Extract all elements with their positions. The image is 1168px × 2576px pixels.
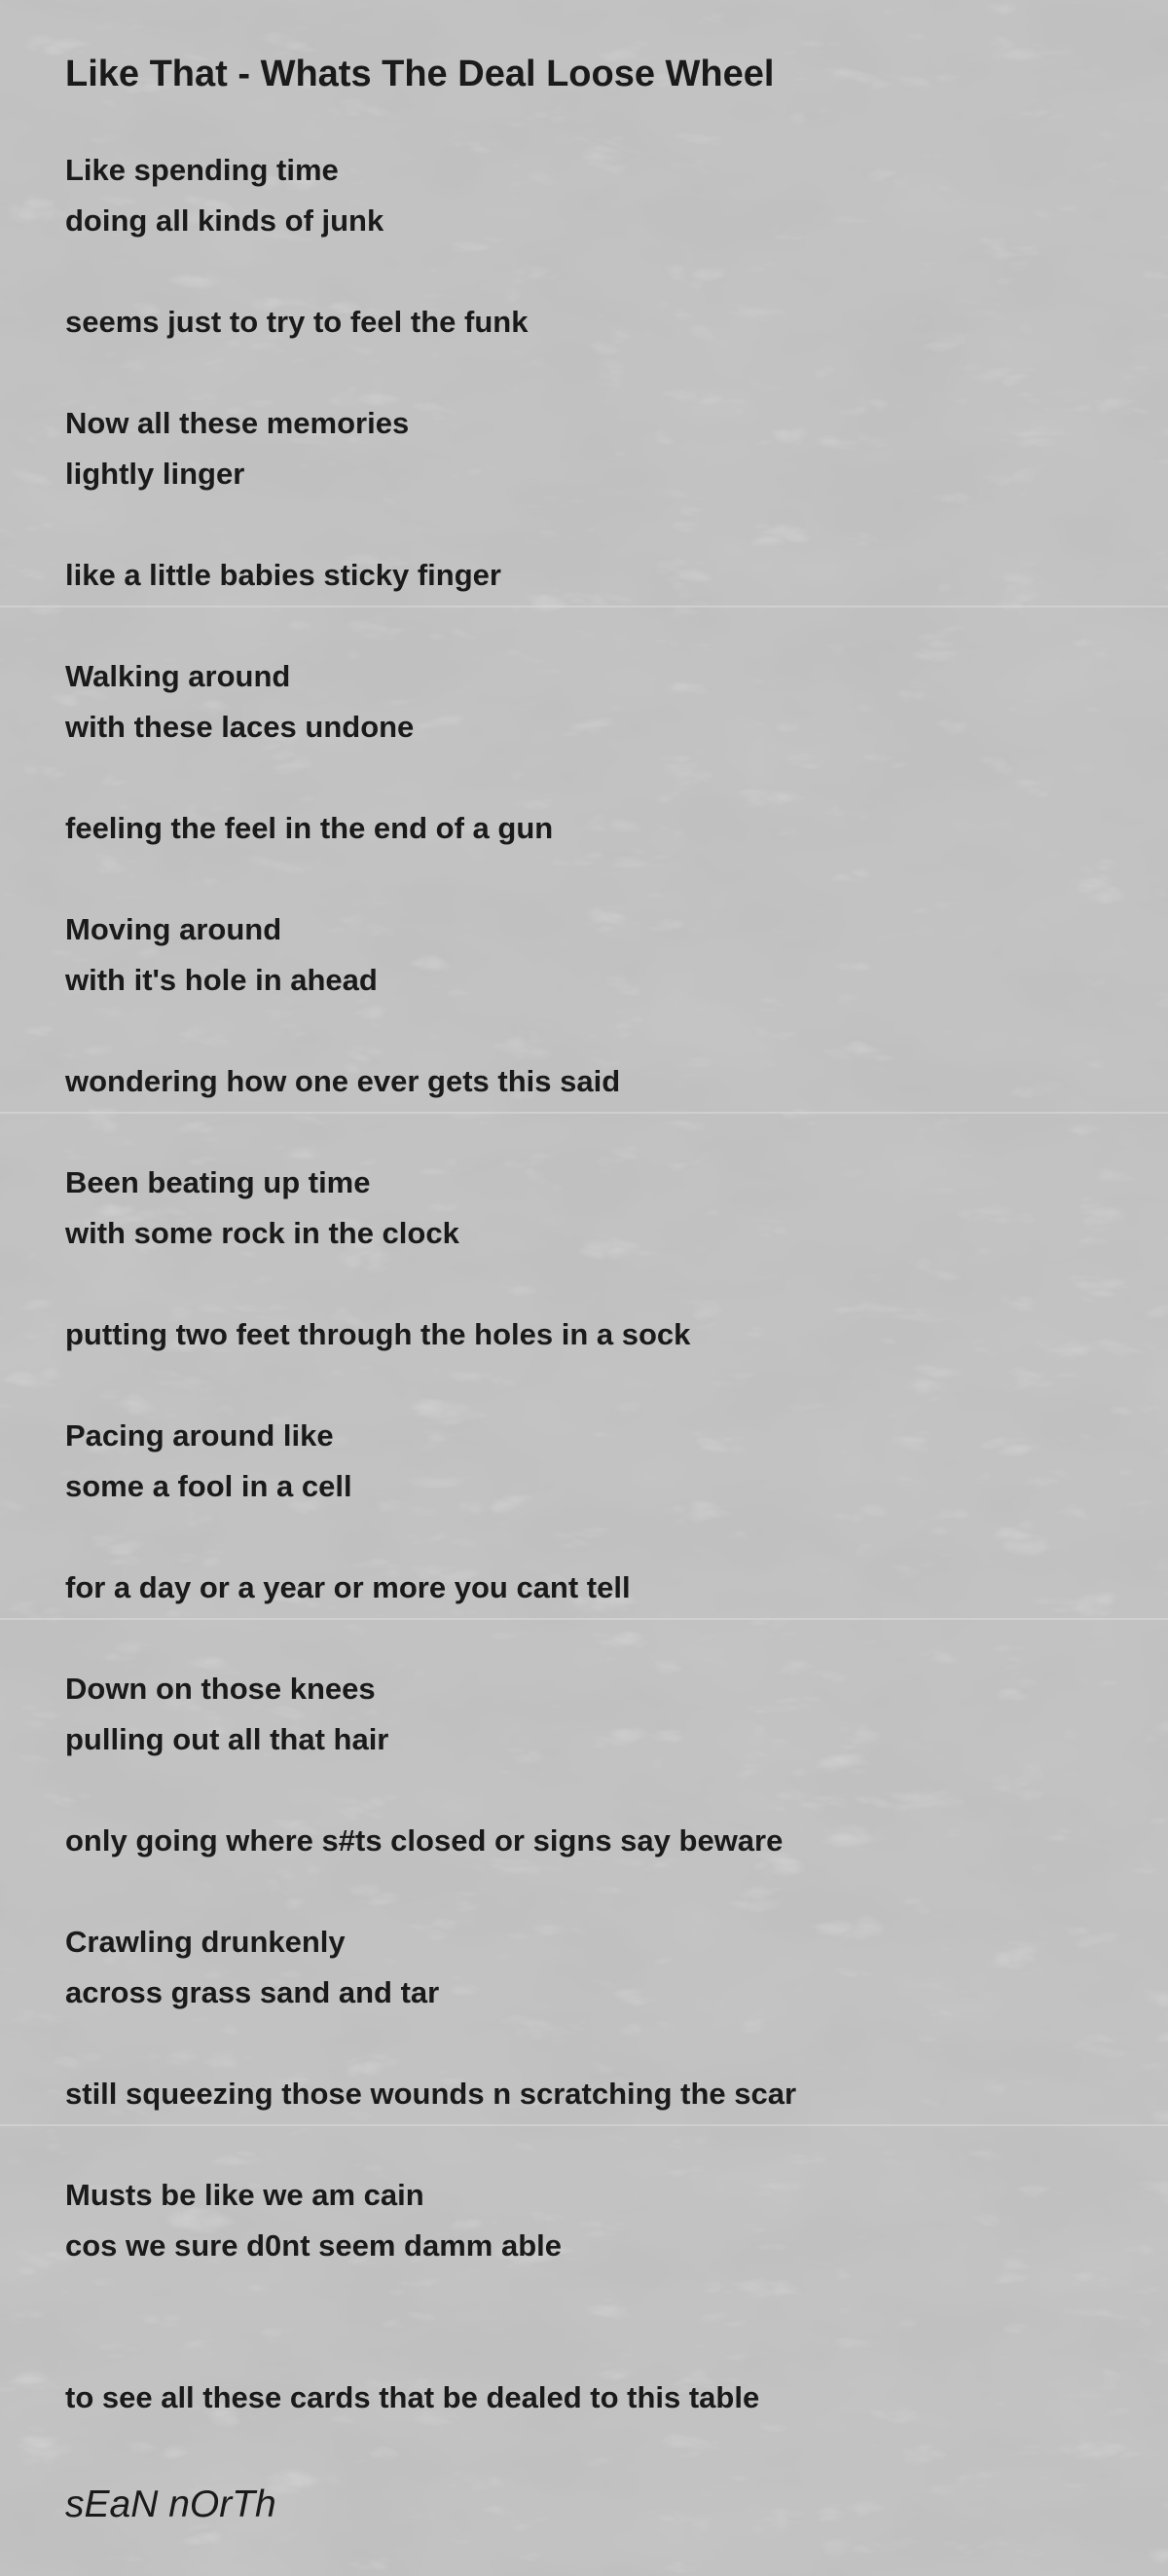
poem-line: Like spending time — [65, 153, 339, 187]
poem-author: sEaN nOrTh — [65, 2484, 276, 2525]
poem-line: with these laces undone — [65, 710, 415, 744]
poem-line: Crawling drunkenly — [65, 1925, 346, 1959]
poem-line: Walking around — [65, 659, 291, 693]
poem-line: across grass sand and tar — [65, 1975, 440, 2009]
poem-line: Down on those knees — [65, 1672, 376, 1706]
poem-line: seems just to try to feel the funk — [65, 305, 529, 339]
poem-line: Now all these memories — [65, 406, 410, 440]
poem-line: Pacing around like — [65, 1418, 334, 1453]
poem-line: cos we sure d0nt seem damm able — [65, 2228, 562, 2263]
poem-line: feeling the feel in the end of a gun — [65, 811, 554, 845]
poem-line: with it's hole in ahead — [65, 963, 378, 997]
poem-line: Moving around — [65, 912, 282, 946]
poem-line: for a day or a year or more you cant tell — [65, 1570, 631, 1604]
poem-line: still squeezing those wounds n scratching the scar — [65, 2077, 797, 2111]
poem-line: Musts be like we am cain — [65, 2178, 424, 2212]
poem-line: some a fool in a cell — [65, 1469, 352, 1503]
poem-line: only going where s#ts closed or signs say beware — [65, 1823, 784, 1858]
poem-line: lightly linger — [65, 457, 245, 491]
poem-line: like a little babies sticky finger — [65, 558, 501, 592]
poem-line: Been beating up time — [65, 1165, 371, 1199]
poem-title: Like That - Whats The Deal Loose Wheel — [65, 54, 775, 94]
poem-line: putting two feet through the holes in a sock — [65, 1317, 691, 1351]
poem-line: with some rock in the clock — [65, 1216, 459, 1250]
poem-line: wondering how one ever gets this said — [65, 1064, 621, 1098]
poem-line: to see all these cards that be dealed to this table — [65, 2380, 760, 2414]
poem-line: doing all kinds of junk — [65, 203, 384, 238]
poem-line: pulling out all that hair — [65, 1722, 389, 1756]
